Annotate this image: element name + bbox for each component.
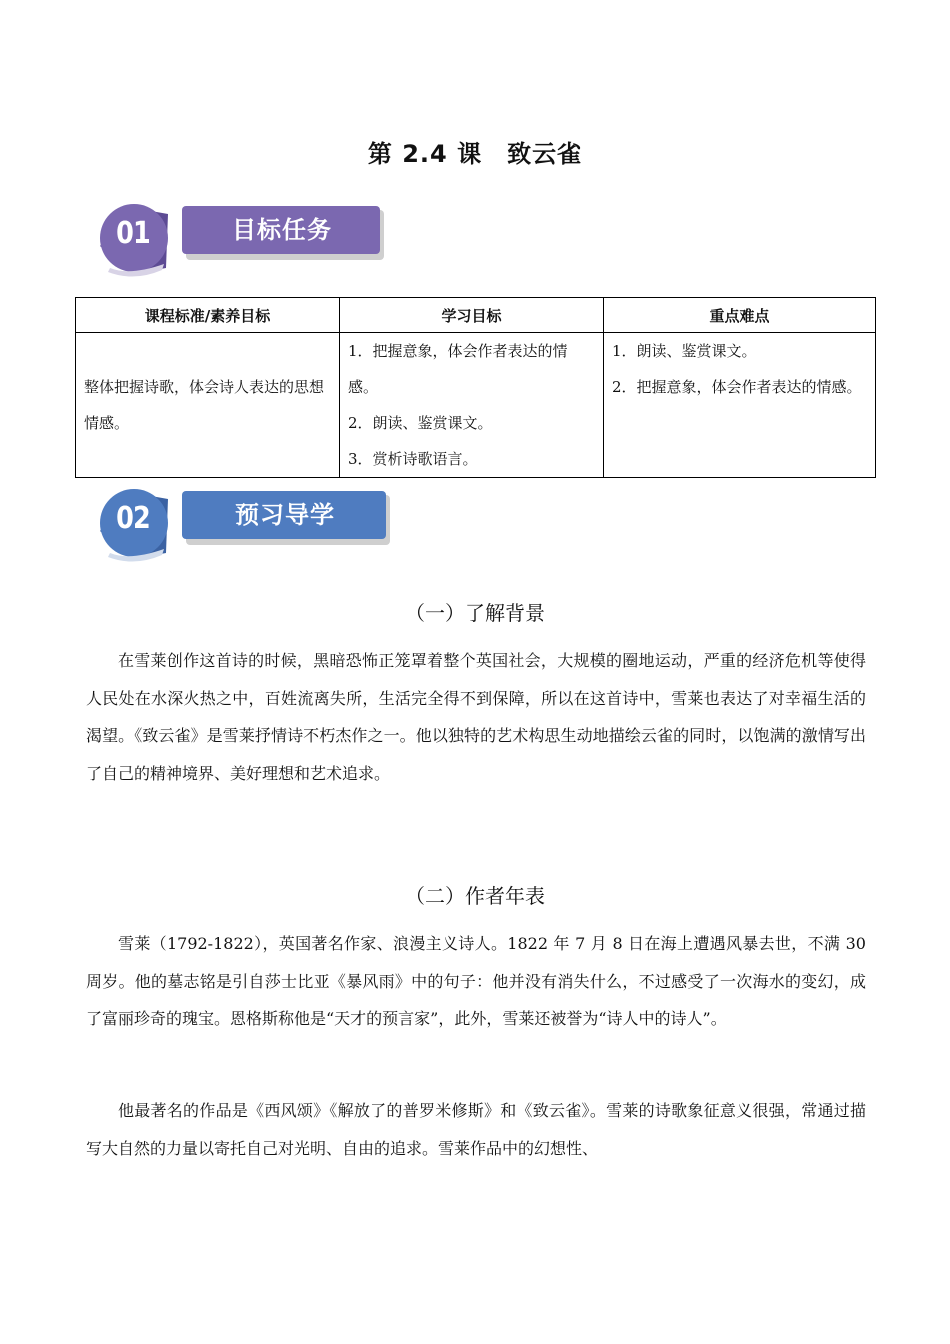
lesson-title: 第 2.4 课 致云雀 (367, 140, 583, 168)
table-header-row (76, 298, 876, 333)
background-paragraph: 在雪莱创作这首诗的时候，黑暗恐怖正笼罩着整个英国社会，大规模的圈地运动，严重的经济危机等使得人民处在水深火热之中，百姓流离失所，生活完全得不到保障，所以在这首诗中，雪莱也表达了对幸福生活的渴望。《致云雀》是雪莱抒情诗不朽杰作之一。他以独特的艺术构思生动地描绘云雀的同时，以饱满的激情写出了自己的精神境界、美好理想和艺术追求。 (86, 651, 866, 783)
badge-label: 目标任务 (232, 216, 332, 244)
standard-cell: 整体把握诗歌，体会诗人表达的思想情感。 (76, 333, 340, 478)
section-heading: （一）了解背景 (405, 601, 545, 625)
badge-label: 预习导学 (235, 501, 335, 529)
goals-table (75, 297, 876, 478)
key-points-cell (604, 333, 876, 478)
list-item: 2．把握意象，体会作者表达的情感。 (612, 378, 862, 396)
badge-number: 01 (116, 216, 150, 251)
section-badge-preview (90, 487, 400, 567)
table-header: 学习目标 (340, 298, 604, 333)
list-item: 1．朗读、鉴赏课文。 (612, 342, 757, 360)
list-item: 2．朗读、鉴赏课文。 (348, 414, 493, 432)
section-badge-goals (90, 202, 400, 282)
works-paragraph: 他最著名的作品是《西风颂》《解放了的普罗米修斯》和《致云雀》。雪莱的诗歌象征意义很强，常通过描写大自然的力量以寄托自己对光明、自由的追求。雪莱作品中的幻想性、 (86, 1101, 866, 1158)
list-item: 3．赏析诗歌语言。 (348, 450, 478, 468)
learning-goals-cell (340, 333, 604, 478)
section-heading: （二）作者年表 (405, 884, 545, 908)
table-row (76, 333, 876, 478)
table-header: 课程标准/素养目标 (76, 298, 340, 333)
author-paragraph: 雪莱（1792-1822），英国著名作家、浪漫主义诗人。1822 年 7 月 8 日在海上遭遇风暴去世，不满 30 周岁。他的墓志铭是引自莎士比亚《暴风雨》中的句子：他并没有消失什么，不过感受了一次海水的变幻，成了富丽珍奇的瑰宝。恩格斯称他是“天才的预言家”，此外，雪莱还被誉为“诗人中的诗人”。 (86, 934, 866, 1028)
badge-number: 02 (116, 501, 150, 536)
table-header: 重点难点 (604, 298, 876, 333)
list-item: 1．把握意象，体会作者表达的情感。 (348, 342, 568, 396)
